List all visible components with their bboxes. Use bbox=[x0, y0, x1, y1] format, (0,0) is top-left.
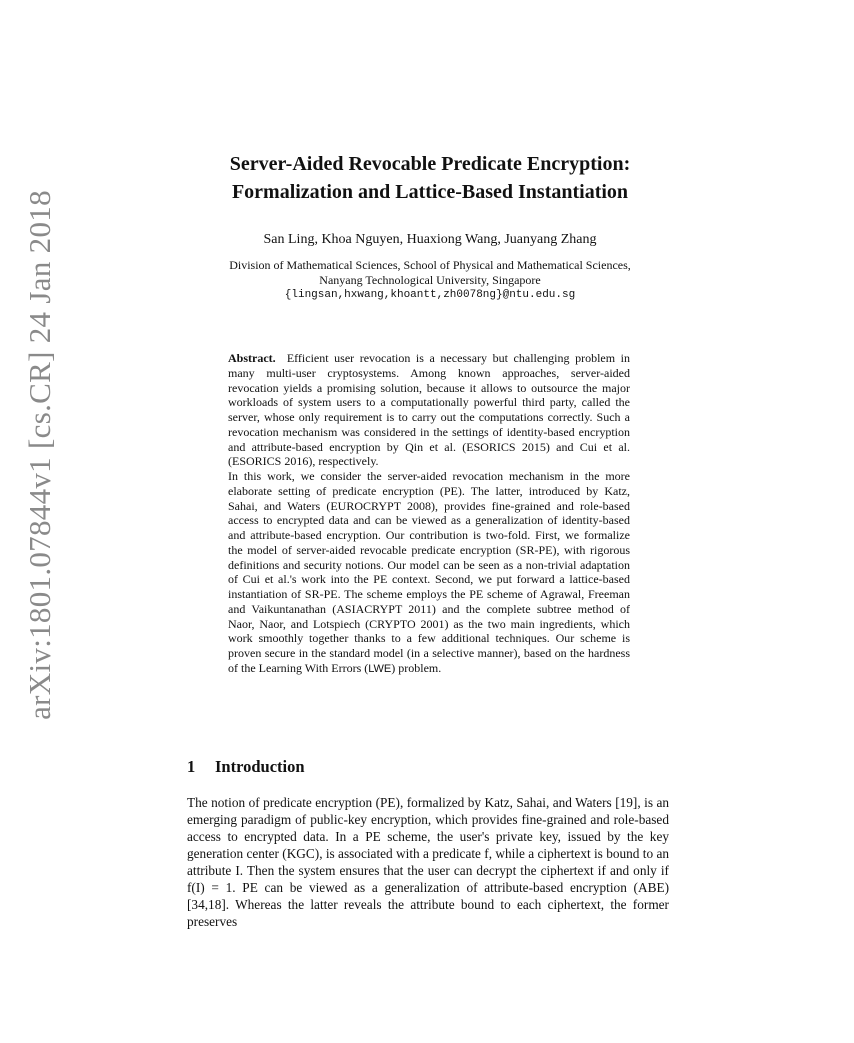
affiliation bbox=[160, 258, 700, 303]
arxiv-identifier: arXiv:1801.07844v1 [cs.CR] 24 Jan 2018 bbox=[22, 190, 57, 720]
abstract-text-2: In this work, we consider the server-aided revocation mechanism in the more elaborate setting of predicate encryption (PE). The latter, introduced by Katz, Sahai, and Waters (EUROCRYPT 2008), provides fine-grained and role-based access to encrypted data and can be viewed as a generalization of identity-based and attribute-based encryption. Our contribution is two-fold. First, we formalize the model of server-aided revocable predicate encryption (SR-PE), with rigorous definitions and security notions. Our model can be seen as a non-trivial adaptation of Cui et al.'s work into the PE context. Second, we put forward a lattice-based instantiation of SR-PE. The scheme employs the PE scheme of Agrawal, Freeman and Vaikuntanathan (ASIACRYPT 2011) and the complete subtree method of Naor, Naor, and Lotspiech (CRYPTO 2001) as the two main ingredients, which work smoothly together thanks to a few additional techniques. Our scheme is proven secure in the standard model (in a selective manner), based on the hardness of the Learning With Errors ( bbox=[228, 469, 630, 675]
section-heading bbox=[187, 757, 305, 777]
lwe-acronym: LWE bbox=[368, 662, 392, 675]
abstract-paragraph-1 bbox=[228, 351, 630, 469]
author-list: San Ling, Khoa Nguyen, Huaxiong Wang, Juanyang Zhang bbox=[263, 232, 597, 247]
paper-title bbox=[160, 150, 700, 206]
section-number: 1 bbox=[187, 757, 196, 776]
paper-header bbox=[160, 150, 700, 303]
abstract-paragraph-2 bbox=[228, 469, 630, 677]
title-line-2: Formalization and Lattice-Based Instantiation bbox=[231, 181, 629, 203]
arxiv-side-stamp bbox=[12, 190, 68, 720]
title-line-1: Server-Aided Revocable Predicate Encryption: bbox=[229, 153, 631, 175]
author-emails: {lingsan,hxwang,khoantt,zh0078ng}@ntu.edu.sg bbox=[284, 289, 576, 301]
affiliation-line-1: Division of Mathematical Sciences, School of Physical and Mathematical Sciences, bbox=[229, 258, 631, 272]
abstract-label: Abstract. bbox=[228, 351, 276, 365]
section-title: Introduction bbox=[215, 757, 305, 776]
intro-paragraph: The notion of predicate encryption (PE), formalized by Katz, Sahai, and Waters [19], is an emerging paradigm of public-key encryption, which provides fine-grained and role-based access to encrypted data. In a PE scheme, the user's private key, issued by the key generation center (KGC), is associated with a predicate f, while a ciphertext is bound to an attribute I. Then the system ensures that the user can decrypt the ciphertext if and only if f(I) = 1. PE can be viewed as a generalization of attribute-based encryption (ABE) [34,18]. Whereas the latter reveals the attribute bound to each ciphertext, the former preserves bbox=[187, 795, 669, 929]
abstract-text-2-end: ) problem. bbox=[391, 660, 442, 675]
affiliation-line-2: Nanyang Technological University, Singapore bbox=[319, 273, 541, 287]
abstract-text-1: Efficient user revocation is a necessary but challenging problem in many multi-user cryptosystems. Among known approaches, server-aided revocation yields a promising solution, because it allows to outsource the major workloads of system users to a computationally powerful third party, called the server, whose only requirement is to carry out the computations correctly. Such a revocation mechanism was considered in the settings of identity-based encryption and attribute-based encryption by Qin et al. (ESORICS 2015) and Cui et al. (ESORICS 2016), respectively. bbox=[228, 351, 630, 469]
abstract bbox=[228, 351, 630, 677]
